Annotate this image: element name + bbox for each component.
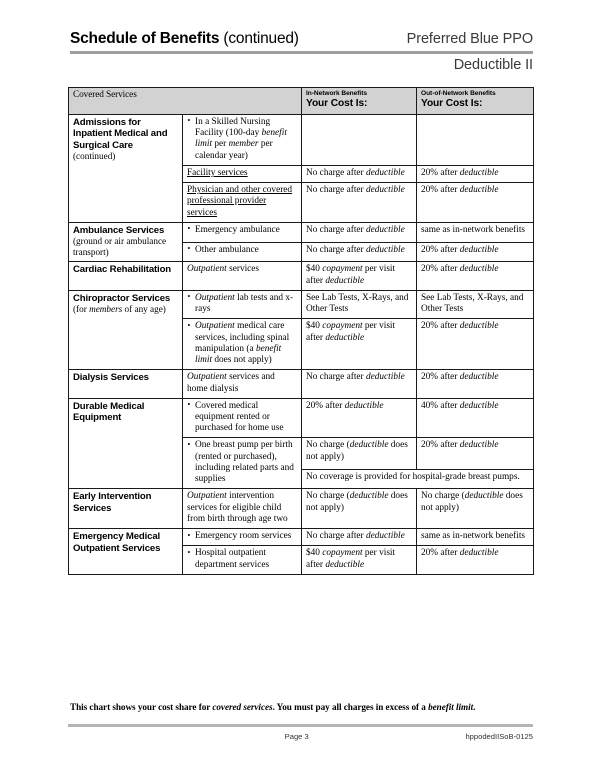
- service-title: Emergency Medical Outpatient Services: [73, 531, 161, 554]
- footer-note-part2: . You must pay all charges in excess of a: [272, 702, 429, 712]
- in-network-cost-label: Your Cost Is:: [306, 98, 368, 110]
- list-item: • Hospital outpatient department services: [187, 548, 297, 570]
- benefit-link-facility-services[interactable]: Facility services: [187, 167, 248, 178]
- column-header-in-network: [302, 88, 417, 115]
- benefit-description-cell: Outpatient services and home dialysis: [183, 370, 302, 398]
- in-network-cost-cell: [302, 114, 417, 165]
- table-row: [69, 262, 534, 290]
- table-row: [69, 222, 534, 242]
- column-header-covered-services: Covered Services: [69, 88, 302, 115]
- out-of-network-cost-cell: 20% after deductible: [417, 183, 534, 223]
- benefit-description-cell: [183, 242, 302, 262]
- list-item: • One breast pump per birth (rented or purchased), including related parts and supplies: [187, 440, 297, 485]
- service-name-cell: [69, 398, 183, 489]
- in-network-label: In-Network Benefits: [306, 90, 367, 97]
- schedule-of-benefits-table: [68, 87, 534, 575]
- out-of-network-label: Out-of-Network Benefits: [421, 90, 496, 97]
- benefit-description-cell: [183, 546, 302, 574]
- service-name-cell: [69, 529, 183, 575]
- in-network-cost-cell: $40 copayment per visit after deductible: [302, 262, 417, 290]
- in-network-cost-cell: $40 copayment per visit after deductible: [302, 546, 417, 574]
- out-of-network-cost-cell: 20% after deductible: [417, 165, 534, 182]
- page-title-strong: Schedule of Benefits: [70, 30, 220, 47]
- table-row: [69, 114, 534, 165]
- out-of-network-cost-cell: [417, 114, 534, 165]
- header-divider: [70, 51, 533, 54]
- table-row: [69, 489, 534, 529]
- benefit-description-cell: [183, 319, 302, 370]
- page-title-light: (continued): [219, 30, 299, 47]
- out-of-network-cost-cell: No charge (deductible does not apply): [417, 489, 534, 529]
- in-network-cost-cell: 20% after deductible: [302, 398, 417, 438]
- service-name-cell: [69, 262, 183, 290]
- list-item: • Outpatient medical care services, including spinal manipulation (a benefit limit does not apply): [187, 321, 297, 366]
- out-of-network-cost-cell: same as in-network benefits: [417, 529, 534, 546]
- service-subtitle: (for members of any age): [73, 304, 166, 315]
- in-network-cost-cell: No charge after deductible: [302, 242, 417, 262]
- column-header-out-of-network: [417, 88, 534, 115]
- benefit-link-physician-services[interactable]: Physician and other covered professional provider services: [187, 185, 293, 218]
- page-header: [70, 30, 533, 73]
- list-item: • Emergency ambulance: [187, 225, 297, 236]
- in-network-cost-cell: See Lab Tests, X-Rays, and Other Tests: [302, 290, 417, 318]
- benefit-description-cell: [183, 438, 302, 489]
- service-name-cell: [69, 222, 183, 262]
- table-body: [69, 114, 534, 574]
- footer-note-benefit-limit: benefit limit: [428, 702, 474, 712]
- service-name-cell: [69, 489, 183, 529]
- service-title: Durable Medical Equipment: [73, 400, 145, 424]
- in-network-cost-cell: No charge after deductible: [302, 222, 417, 242]
- benefit-description-cell: [183, 398, 302, 438]
- footer-note: [70, 702, 532, 712]
- list-item: • In a Skilled Nursing Facility (100-day benefit limit per member per calendar year): [187, 117, 297, 162]
- table-header-row: [69, 88, 534, 115]
- header-row: [70, 30, 533, 50]
- table-row: [69, 290, 534, 318]
- benefit-description-cell: [183, 114, 302, 165]
- out-of-network-cost-cell: See Lab Tests, X-Rays, and Other Tests: [417, 290, 534, 318]
- service-title: Admissions for Inpatient Medical and Surgical Care: [73, 116, 168, 151]
- table-row: [69, 370, 534, 398]
- in-network-cost-cell: No charge after deductible: [302, 529, 417, 546]
- service-title: Early Intervention Services: [73, 491, 152, 514]
- service-title: Chiropractor Services: [73, 292, 171, 304]
- footer-divider: [68, 724, 533, 727]
- footer-note-covered-services: covered services: [212, 702, 273, 712]
- in-network-cost-cell: No charge after deductible: [302, 165, 417, 182]
- out-of-network-cost-cell: 20% after deductible: [417, 370, 534, 398]
- out-of-network-cost-cell: 20% after deductible: [417, 262, 534, 290]
- benefit-description-cell: [183, 183, 302, 223]
- out-of-network-cost-cell: 20% after deductible: [417, 438, 534, 470]
- service-subtitle: (continued): [73, 151, 116, 162]
- plan-subtitle: Deductible II: [453, 57, 533, 73]
- out-of-network-cost-cell: 20% after deductible: [417, 319, 534, 370]
- footer-note-part1: This chart shows your cost share for: [70, 702, 213, 712]
- list-item: • Outpatient lab tests and x-rays: [187, 293, 297, 315]
- in-network-cost-cell: $40 copayment per visit after deductible: [302, 319, 417, 370]
- list-item: • Emergency room services: [187, 531, 297, 542]
- document-code: hppodedIISoB-0125: [465, 732, 533, 741]
- service-name-cell: [69, 290, 183, 369]
- in-network-cost-cell: No charge after deductible: [302, 183, 417, 223]
- in-network-cost-cell: No charge (deductible does not apply): [302, 489, 417, 529]
- benefit-description-cell: [183, 529, 302, 546]
- out-of-network-cost-cell: 20% after deductible: [417, 242, 534, 262]
- table-row: [69, 529, 534, 546]
- footer-note-part3: .: [473, 702, 476, 712]
- benefit-description-cell: Outpatient intervention services for eligible child from birth through age two: [183, 489, 302, 529]
- list-item: • Covered medical equipment rented or purchased for home use: [187, 401, 297, 435]
- benefit-description-cell: [183, 290, 302, 318]
- page-title: [70, 30, 299, 48]
- out-of-network-cost-cell: 20% after deductible: [417, 546, 534, 574]
- footer-bar: [68, 732, 533, 741]
- in-network-cost-cell: No charge after deductible: [302, 370, 417, 398]
- service-subtitle: (ground or air ambulance transport): [73, 236, 167, 258]
- benefit-description-cell: [183, 222, 302, 242]
- page-number: Page 3: [284, 732, 309, 741]
- out-of-network-cost-cell: same as in-network benefits: [417, 222, 534, 242]
- service-title: Cardiac Rehabilitation: [73, 264, 171, 276]
- service-title: Ambulance Services: [73, 224, 165, 236]
- service-name-cell: [69, 370, 183, 398]
- out-of-network-cost-label: Your Cost Is:: [421, 98, 483, 110]
- benefit-description-cell: [183, 165, 302, 182]
- service-title: Dialysis Services: [73, 372, 149, 384]
- in-network-cost-cell: No charge (deductible does not apply): [302, 438, 417, 470]
- table-head: [69, 88, 534, 115]
- out-of-network-cost-cell: 40% after deductible: [417, 398, 534, 438]
- list-item: • Other ambulance: [187, 245, 297, 256]
- table-row: [69, 398, 534, 438]
- breast-pump-note-cell: No coverage is provided for hospital-grade breast pumps.: [302, 470, 534, 489]
- plan-name: Preferred Blue PPO: [406, 31, 533, 47]
- benefit-description-cell: Outpatient services: [183, 262, 302, 290]
- service-name-cell: [69, 114, 183, 222]
